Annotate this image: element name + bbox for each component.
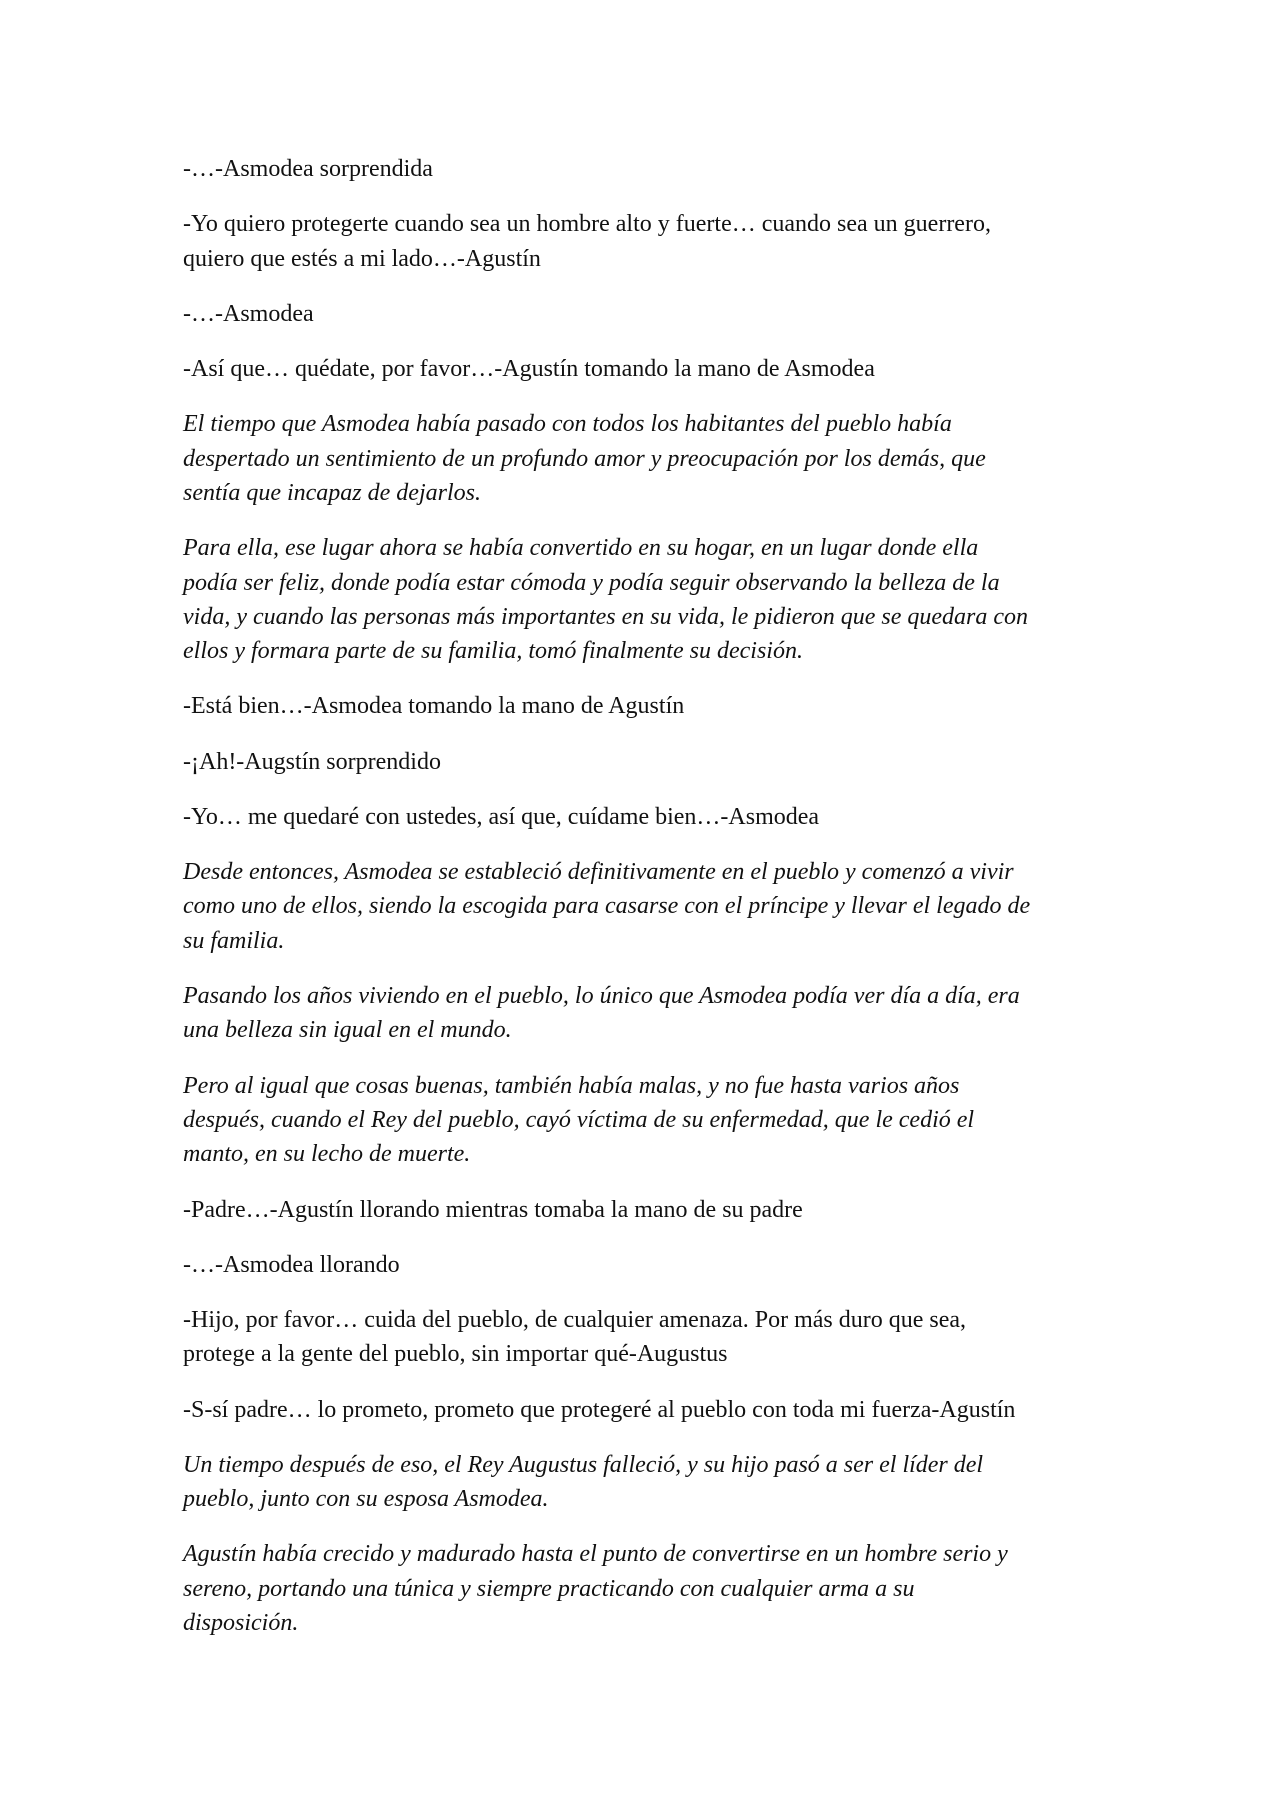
narration-paragraph	[183, 1537, 1123, 1640]
text-line: Agustín había crecido y madurado hasta el punto de convertirse en un hombre serio y	[183, 1541, 1008, 1568]
dialogue-paragraph	[183, 1303, 1123, 1372]
text-line: -…-Asmodea	[183, 300, 314, 327]
dialogue-paragraph	[183, 297, 1123, 331]
text-line: -Padre…-Agustín llorando mientras tomaba la mano de su padre	[183, 1196, 803, 1223]
text-line: -Así que… quédate, por favor…-Agustín tomando la mano de Asmodea	[183, 355, 875, 382]
text-line: -Hijo, por favor… cuida del pueblo, de cualquier amenaza. Por más duro que sea,	[183, 1306, 967, 1333]
text-line: Un tiempo después de eso, el Rey Augustus falleció, y su hijo pasó a ser el líder del	[183, 1451, 984, 1478]
text-line: sereno, portando una túnica y siempre practicando con cualquier arma a su	[183, 1575, 915, 1602]
text-line: disposición.	[183, 1610, 299, 1637]
dialogue-paragraph	[183, 689, 1123, 723]
document-page	[183, 152, 1123, 1661]
text-line: -Yo quiero protegerte cuando sea un hombre alto y fuerte… cuando sea un guerrero,	[183, 211, 991, 238]
narration-paragraph	[183, 531, 1123, 669]
narration-paragraph	[183, 1448, 1123, 1517]
text-line: su familia.	[183, 927, 285, 954]
text-line: como uno de ellos, siendo la escogida para casarse con el príncipe y llevar el legado de	[183, 893, 1031, 920]
text-line: Desde entonces, Asmodea se estableció definitivamente en el pueblo y comenzó a vivir	[183, 859, 1014, 886]
text-line: manto, en su lecho de muerte.	[183, 1141, 471, 1168]
dialogue-paragraph	[183, 1248, 1123, 1282]
narration-paragraph	[183, 855, 1123, 958]
dialogue-paragraph	[183, 745, 1123, 779]
text-line: -Está bien…-Asmodea tomando la mano de Agustín	[183, 693, 685, 720]
text-line: pueblo, junto con su esposa Asmodea.	[183, 1486, 549, 1513]
text-line: -…-Asmodea sorprendida	[183, 156, 433, 182]
dialogue-paragraph	[183, 352, 1123, 386]
text-line: podía ser feliz, donde podía estar cómoda y podía seguir observando la belleza de la	[183, 569, 1000, 596]
dialogue-paragraph	[183, 800, 1123, 834]
text-line: despertado un sentimiento de un profundo amor y preocupación por los demás, que	[183, 445, 986, 472]
narration-paragraph	[183, 407, 1123, 510]
dialogue-paragraph	[183, 1393, 1123, 1427]
text-line: Para ella, ese lugar ahora se había convertido en su hogar, en un lugar donde ella	[183, 535, 979, 562]
text-line: después, cuando el Rey del pueblo, cayó víctima de su enfermedad, que le cedió el	[183, 1106, 975, 1133]
text-line: Pero al igual que cosas buenas, también había malas, y no fue hasta varios años	[183, 1072, 960, 1099]
text-line: ellos y formara parte de su familia, tomó finalmente su decisión.	[183, 638, 803, 665]
narration-paragraph	[183, 1069, 1123, 1172]
text-line: -…-Asmodea llorando	[183, 1251, 400, 1278]
narration-paragraph	[183, 979, 1123, 1048]
dialogue-paragraph	[183, 1193, 1123, 1227]
dialogue-paragraph	[183, 207, 1123, 276]
text-line: quiero que estés a mi lado…-Agustín	[183, 245, 541, 272]
text-line: -Yo… me quedaré con ustedes, así que, cuídame bien…-Asmodea	[183, 803, 820, 830]
dialogue-paragraph	[183, 152, 1123, 186]
text-line: El tiempo que Asmodea había pasado con todos los habitantes del pueblo había	[183, 411, 952, 438]
text-line: vida, y cuando las personas más importantes en su vida, le pidieron que se quedara con	[183, 603, 1029, 630]
text-line: sentía que incapaz de dejarlos.	[183, 479, 481, 506]
text-line: -¡Ah!-Augstín sorprendido	[183, 748, 441, 775]
text-line: una belleza sin igual en el mundo.	[183, 1017, 512, 1044]
text-line: -S-sí padre… lo prometo, prometo que protegeré al pueblo con toda mi fuerza-Agustín	[183, 1396, 1016, 1423]
text-line: Pasando los años viviendo en el pueblo, lo único que Asmodea podía ver día a día, era	[183, 983, 1020, 1009]
text-line: protege a la gente del pueblo, sin importar qué-Augustus	[183, 1341, 728, 1368]
